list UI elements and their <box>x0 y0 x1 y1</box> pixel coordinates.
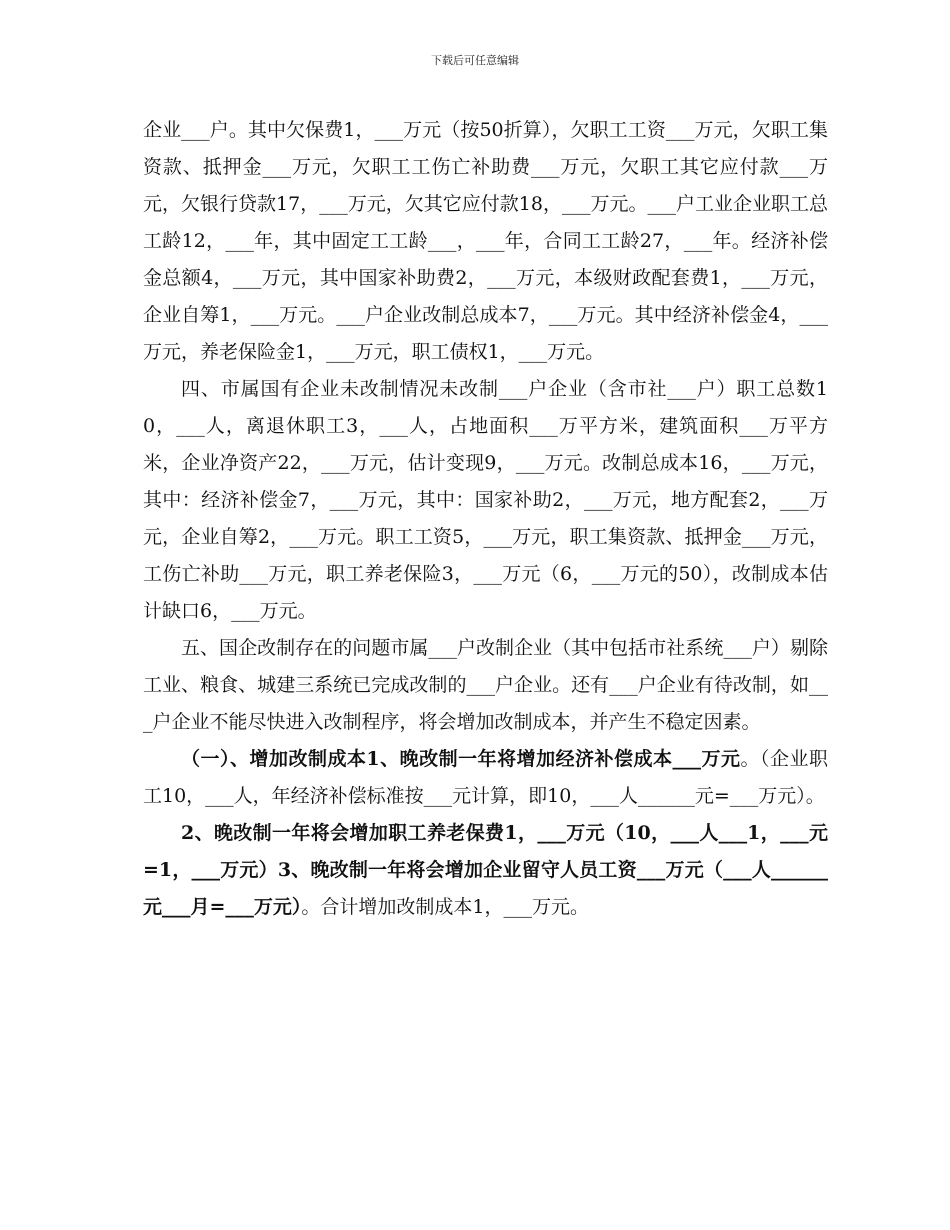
normal-text: 。（企业职工10，___人，年经济补偿标准按___元计算，即10，___人______元=___万元）。 <box>143 748 828 807</box>
normal-text: 。合计增加改制成本1，___万元。 <box>301 896 590 918</box>
paragraph-cost-increase-two <box>143 815 828 926</box>
paragraph-cost-increase-one <box>143 741 828 815</box>
document-body <box>143 112 828 926</box>
paragraph-enterprise-debts: 企业___户。其中欠保费1，___万元（按50折算），欠职工工资___万元，欠职工集资款、抵押金___万元，欠职工工伤亡补助费___万元，欠职工其它应付款___万元，欠银行贷款17，___万元，欠其它应付款18，___万元。___户工业企业职工总工龄12，___年，其中固定工工龄___，___年，合同工工龄27，___年。经济补偿金总额4，___万元，其中国家补助费2，___万元，本级财政配套费1，___万元，企业自筹1，___万元。___户企业改制总成本7，___万元。其中经济补偿金4，___万元，养老保险金1，___万元，职工债权1，___万元。 <box>143 119 828 363</box>
paragraph-section-four: 四、市属国有企业未改制情况未改制___户企业（含市社___户）职工总数10，___人，离退休职工3，___人，占地面积___万平方米，建筑面积___万平方米，企业净资产22，___万元，估计变现9，___万元。改制总成本16，___万元，其中：经济补偿金7，___万元，其中：国家补助2，___万元，地方配套2，___万元，企业自筹2，___万元。职工工资5，___万元，职工集资款、抵押金___万元，工伤亡补助___万元，职工养老保险3，___万元（6，___万元的50），改制成本估计缺口6，___万元。 <box>143 378 828 622</box>
paragraph-section-five: 五、国企改制存在的问题市属___户改制企业（其中包括市社系统___户）剔除工业、粮食、城建三系统已完成改制的___户企业。还有___户企业有待改制，如___户企业不能尽快进入改制程序，将会增加改制成本，并产生不稳定因素。 <box>143 637 828 733</box>
bold-text: （一）、增加改制成本1、晚改制一年将增加经济补偿成本___万元 <box>181 748 741 770</box>
bold-text: 2、晚改制一年将会增加职工养老保费1，___万元（10，___人___1，___元=1，___万元）3、晚改制一年将会增加企业留守人员工资___万元（___人______元___月=___万元） <box>143 822 828 918</box>
page-header: 下载后可任意编辑 <box>431 54 519 67</box>
